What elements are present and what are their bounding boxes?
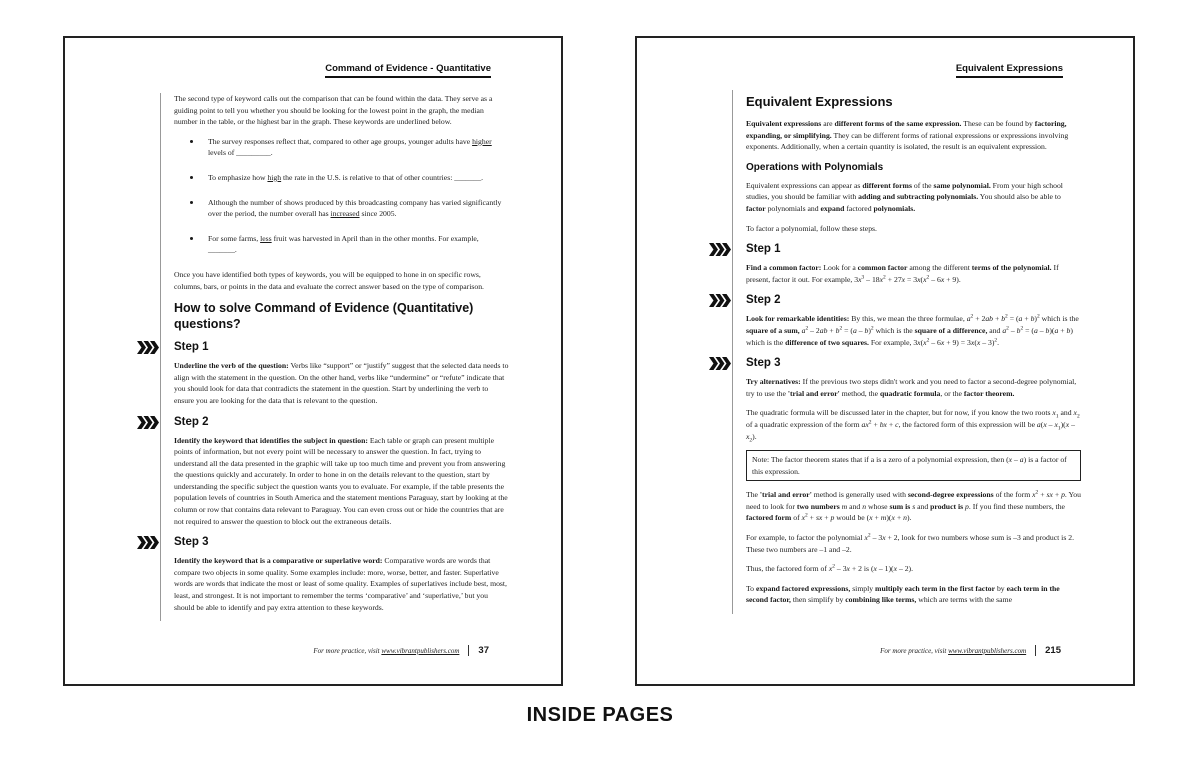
left-page (63, 36, 563, 686)
step-heading (746, 293, 1081, 308)
page-content (160, 93, 509, 621)
chevron-right-icon (137, 416, 159, 429)
step-paragraph: Find a common factor: Look for a common factor among the different terms of the polynomial. If present, factor it out. For example, $3x^3 - 18x^2 + 27x = 3x(x^2 - 6x + 9)$. (746, 263, 1059, 284)
paragraph: For example, to factor the polynomial $x^2 - 3x + 2$, look for two numbers whose sum is –3 and product is 2. These two numbers are –1 and –2. (746, 532, 1075, 554)
footer-link[interactable]: www.vibrantpublishers.com (381, 646, 460, 655)
step-heading (746, 356, 1081, 371)
caption: INSIDE PAGES (526, 704, 674, 726)
footer-link[interactable]: www.vibrantpublishers.com (948, 646, 1027, 655)
paragraph: The 'trial and error' method is generally used with second-degree expressions of the form $x^2$ + sx + p. You need to look for two numbers m and n whose sum is s and product is p. If you find these numbers, the factored form of $x^2$ + sx + p would be (x + m)(x + n). (746, 489, 1081, 523)
paragraph: The quadratic formula will be discussed later in the chapter, but for now, if you know the two roots $x_1$ and $x_2$ of a quadratic expression of the form $ax^2$ + bx + c, the factored form of this expression will be $a(x - x_1)(x - x_2)$. (746, 408, 1080, 444)
running-head: Command of Evidence - Quantitative (325, 63, 491, 78)
bullet-list (174, 136, 509, 256)
right-page (635, 36, 1135, 686)
step-title: Step 3 (174, 536, 209, 549)
step-paragraph: Try alternatives: If the previous two steps didn't work and you need to factor a second-degree polynomial, try to use the 'trial and error' method, the quadratic formula, or the factor theorem. (746, 377, 1077, 398)
step-heading (174, 535, 509, 550)
paragraph: To expand factored expressions, simply multiply each term in the first factor by each term in the second factor, then simplify by combining like terms, which are terms with the same (746, 583, 1060, 605)
paragraph: To factor a polynomial, follow these steps. (746, 223, 877, 233)
page-footer: For more practice, visit www.vibrantpublishers.com 37 (313, 645, 489, 656)
step-title: Step 3 (746, 357, 781, 370)
chevron-right-icon (137, 536, 159, 549)
step-paragraph: Identify the keyword that is a comparative or superlative word: Comparative words are words that compare two objects in some quality. Some examples include: more, worse, better, and faster. Superlative words are words that indicate the most or least of some quality. Examples of superlatives include best, most, least, and strongest. It is not important to remember the terms ‘comparative’ and ‘superlative,’ but you should be able to identify and pay extra attention to these keywords. (174, 556, 507, 612)
list-item: • To emphasize how high the rate in the U.S. is relative to that of other countries: _______. (202, 172, 509, 184)
footer-divider (1035, 645, 1036, 656)
running-head: Equivalent Expressions (956, 63, 1063, 78)
page-content (732, 90, 1081, 614)
note-box: Note: The factor theorem states that if a is a zero of a polynomial expression, then (x – a) is a factor of this expression. (746, 450, 1081, 481)
list-item: • For some farms, less fruit was harvested in April than in the other months. For example, _______. (202, 233, 509, 256)
step-title: Step 1 (746, 243, 781, 256)
step-title: Step 2 (174, 415, 209, 428)
section-heading: Equivalent Expressions (746, 94, 893, 109)
step-title: Step 1 (174, 341, 209, 354)
chevron-right-icon (137, 341, 159, 354)
chevron-right-icon (709, 294, 731, 307)
step-heading (174, 415, 509, 430)
footer-divider (468, 645, 469, 656)
paragraph: Thus, the factored form of $x^2 - 3x + 2$ is (x – 1)(x – 2). (746, 563, 914, 574)
page-number: 37 (478, 645, 489, 656)
page-footer: For more practice, visit www.vibrantpublishers.com 215 (880, 645, 1061, 656)
list-item: • The survey responses reflect that, compared to other age groups, younger adults have higher levels of _________. (202, 136, 509, 159)
section-heading: How to solve Command of Evidence (Quantitative) questions? (174, 301, 474, 332)
step-title: Step 2 (746, 294, 781, 307)
subheading: Operations with Polynomials (746, 161, 884, 173)
chevron-right-icon (709, 357, 731, 370)
step-paragraph: Identify the keyword that identifies the subject in question: Each table or graph can present multiple points of information, but not every point will be necessary to answer the question. In fact, trying to understand all the data presented in the graphic will take up too much time and prevent you from answering the questions quickly and accurately. In order to hone in on the details relevant to the question, start by understanding the specific subject the question wants you to evaluate. For example, if the table presents the population levels of countries in South America and the statement mentions Paraguay, start by looking at the column or row that contains data relevant to Paraguay. You can even cross out or hide the countries that are not required to answer the question to block out the extraneous details. (174, 435, 508, 526)
paragraph: Equivalent expressions can appear as different forms of the same polynomial. From your high school studies, you should be familiar with adding and subtracting polynomials. You should also be able to factor polynomials and expand factored polynomials. (746, 180, 1063, 213)
intro-paragraph: The second type of keyword calls out the comparison that can be found within the data. They serve as a guiding point to tell you whether you should be looking for the lowest point in the graph, the median number in the table, or the highest bar in the graph. These keywords are underlined below. (174, 94, 493, 127)
step-heading (746, 242, 1081, 257)
after-bullets-paragraph: Once you have identified both types of keywords, you will be equipped to hone in on specific rows, columns, bars, or points in the data and evaluate the correct answer based on the type of comparison. (174, 269, 484, 291)
step-paragraph: Look for remarkable identities: By this, we mean the three formulae, $a^2 + 2ab + b^2 = (a + b)^2$ which is the square of a sum, $a^2 - 2ab + b^2 = (a - b)^2$ which is the square of a difference, and $a^2 - b^2 = (a - b)(a + b)$ which is the difference of two squares. For example, $3x(x^2 - 6x + 9) = 3x(x - 3)^2$. (746, 313, 1079, 347)
step-paragraph: Underline the verb of the question: Verbs like “support” or “justify” suggest that the selected data needs to align with the statement in the question. On the other hand, verbs like “undermine” or “refute” indicate that you should look for data that contradicts the statement in the question. Start by underlining the verb to ensure you are looking for the data that is relevant to the question. (174, 361, 509, 405)
page-number: 215 (1045, 645, 1061, 656)
step-heading (174, 340, 509, 355)
paragraph: Equivalent expressions are different forms of the same expression. These can be found by factoring, expanding, or simplifying. They can be different forms of rational expressions or expressions involving exponents. Additionally, when a certain quantity is isolated, the result is an equivalent expression. (746, 119, 1069, 152)
list-item: • Although the number of shows produced by this broadcasting company has varied significantly over the period, the number overall has increased since 2005. (202, 197, 509, 220)
chevron-right-icon (709, 243, 731, 256)
